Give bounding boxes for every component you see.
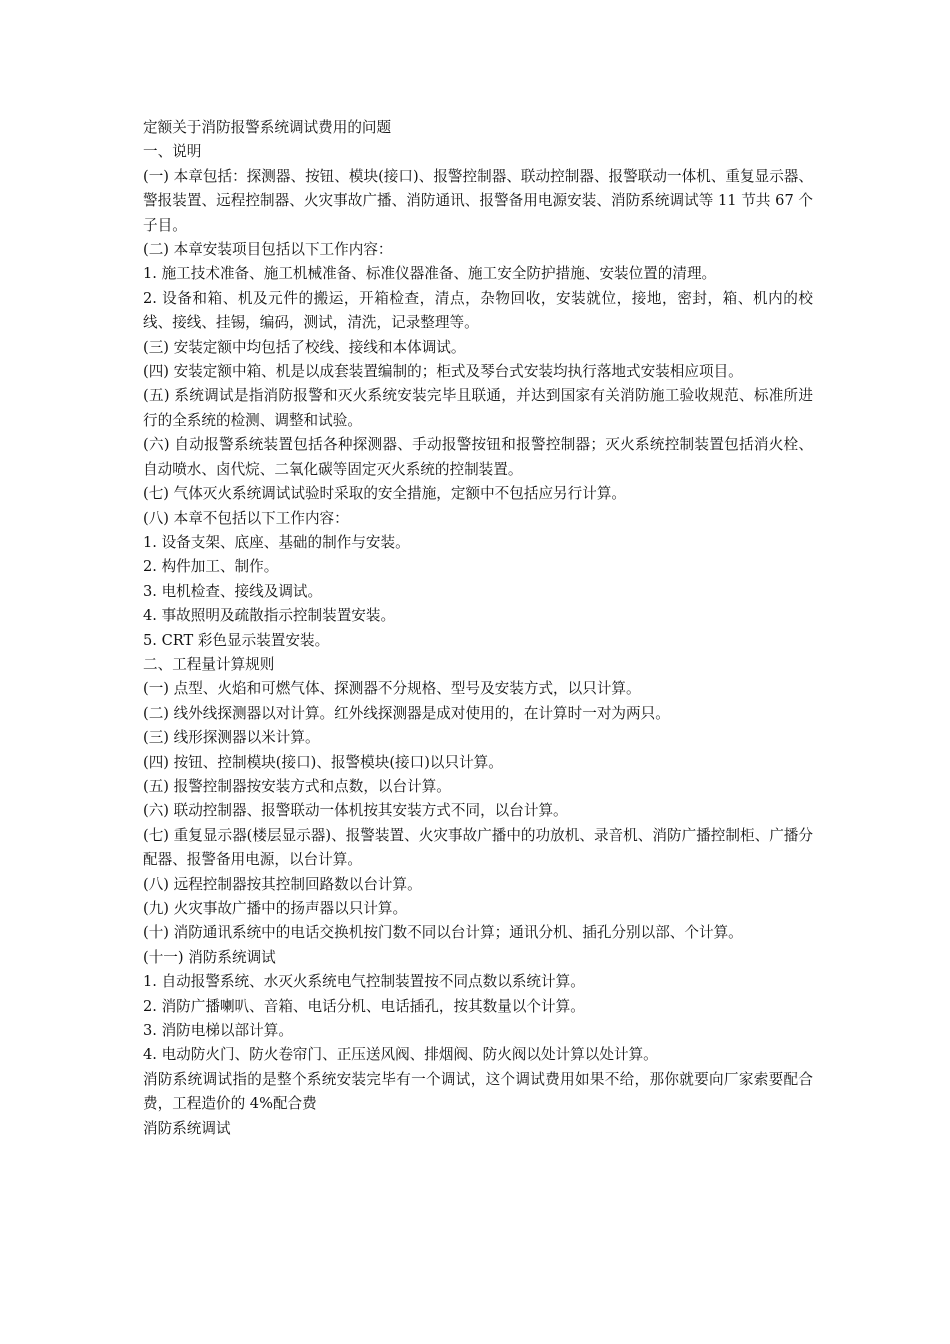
document-paragraph: 4. 电动防火门、防火卷帘门、正压送风阀、排烟阀、防火阀以处计算以处计算。 [143, 1046, 658, 1064]
document-paragraph: (二) 本章安装项目包括以下工作内容： [143, 241, 393, 259]
document-paragraph: (八) 远程控制器按其控制回路数以台计算。 [143, 875, 422, 893]
document-paragraph: (一) 本章包括：探测器、按钮、模块(接口)、报警控制器、联动控制器、报警联动一体机、重复显示器、警报装置、远程控制器、火灾事故广播、消防通讯、报警备用电源安装、消防系统调试等 11 节共 67 个子目。 [143, 167, 813, 234]
document-paragraph: 1. 设备支架、底座、基础的制作与安装。 [143, 533, 410, 551]
document-paragraph: 5. CRT 彩色显示装置安装。 [143, 631, 330, 649]
document-paragraph: (三) 线形探测器以米计算。 [143, 729, 320, 747]
document-paragraph: 二、工程量计算规则 [143, 655, 275, 673]
document-paragraph: (一) 点型、火焰和可燃气体、探测器不分规格、型号及安装方式，以只计算。 [143, 680, 641, 698]
document-paragraph: (八) 本章不包括以下工作内容： [143, 509, 349, 527]
document-paragraph: (四) 安装定额中箱、机是以成套装置编制的；柜式及琴台式安装均执行落地式安装相应项目。 [143, 363, 743, 381]
document-paragraph: 一、说明 [143, 143, 202, 161]
document-paragraph: 4. 事故照明及疏散指示控制装置安装。 [143, 607, 396, 625]
document-paragraph: (七) 气体灭火系统调试试验时采取的安全措施，定额中不包括应另行计算。 [143, 485, 627, 503]
document-paragraph: (三) 安装定额中均包括了校线、接线和本体调试。 [143, 338, 466, 356]
document-paragraph: (五) 系统调试是指消防报警和灭火系统安装完毕且联通，并达到国家有关消防施工验收规范、标准所进行的全系统的检测、调整和试验。 [143, 387, 813, 429]
document-paragraph: 3. 消防电梯以部计算。 [143, 1022, 293, 1040]
document-paragraph: (十) 消防通讯系统中的电话交换机按门数不同以台计算；通讯分机、插孔分别以部、个计算。 [143, 924, 743, 942]
document-paragraph: 消防系统调试指的是整个系统安装完毕有一个调试，这个调试费用如果不给，那你就要向厂家索要配合费，工程造价的 4%配合费 [143, 1070, 813, 1113]
document-paragraph: (九) 火灾事故广播中的扬声器以只计算。 [143, 900, 408, 917]
document-paragraph: 消防系统调试 [143, 1119, 231, 1137]
document-paragraph: 1. 自动报警系统、水灭火系统电气控制装置按不同点数以系统计算。 [143, 973, 585, 991]
document-paragraph: (四) 按钮、控制模块(接口)、报警模块(接口)以只计算。 [143, 753, 503, 771]
document-body [143, 116, 813, 1141]
document-paragraph: (六) 自动报警系统装置包括各种探测器、手动报警按钮和报警控制器；灭火系统控制装置包括消火栓、自动喷水、卤代烷、二氧化碳等固定灭火系统的控制装置。 [143, 436, 813, 478]
document-paragraph: (六) 联动控制器、报警联动一体机按其安装方式不同，以台计算。 [143, 802, 568, 820]
document-title: 定额关于消防报警系统调试费用的问题 [143, 119, 392, 136]
document-paragraph: (七) 重复显示器(楼层显示器)、报警装置、火灾事故广播中的功放机、录音机、消防广播控制柜、广播分配器、报警备用电源，以台计算。 [143, 826, 813, 869]
document-paragraph: 1. 施工技术准备、施工机械准备、标准仪器准备、施工安全防护措施、安装位置的清理。 [143, 265, 717, 283]
document-paragraph: 2. 构件加工、制作。 [143, 558, 279, 576]
document-paragraph: 2. 设备和箱、机及元件的搬运，开箱检查，清点，杂物回收，安装就位，接地，密封，箱、机内的校线、接线、挂锡，编码，测试，清洗，记录整理等。 [143, 289, 813, 332]
document-paragraph: (十一) 消防系统调试 [143, 948, 276, 966]
document-paragraph: 3. 电机检查、接线及调试。 [143, 582, 323, 600]
document-paragraph: (二) 线外线探测器以对计算。红外线探测器是成对使用的，在计算时一对为两只。 [143, 704, 670, 722]
document-paragraph: 2. 消防广播喇叭、音箱、电话分机、电话插孔，按其数量以个计算。 [143, 997, 585, 1015]
document-paragraph: (五) 报警控制器按安装方式和点数，以台计算。 [143, 777, 451, 795]
